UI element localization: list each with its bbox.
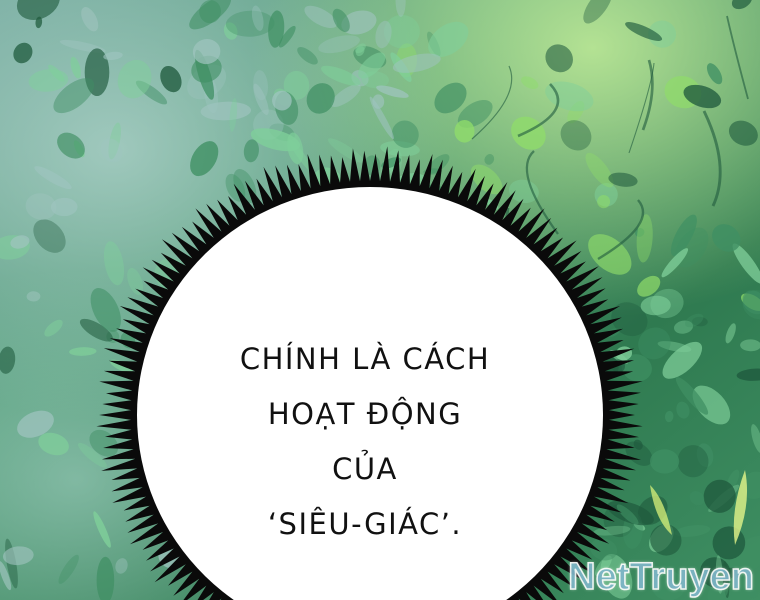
watermark-logo: NetTruyen xyxy=(568,556,754,598)
dialogue-line-3: CỦA xyxy=(332,452,398,486)
foliage-leaf xyxy=(650,449,679,473)
dialogue-line-2: HOẠT ĐỘNG xyxy=(267,397,463,431)
speech-bubble-text xyxy=(200,332,530,552)
dialogue-line-1: CHÍNH LÀ CÁCH xyxy=(239,342,491,376)
dialogue-line-4: ‘SIÊU-GIÁC’. xyxy=(267,507,463,541)
